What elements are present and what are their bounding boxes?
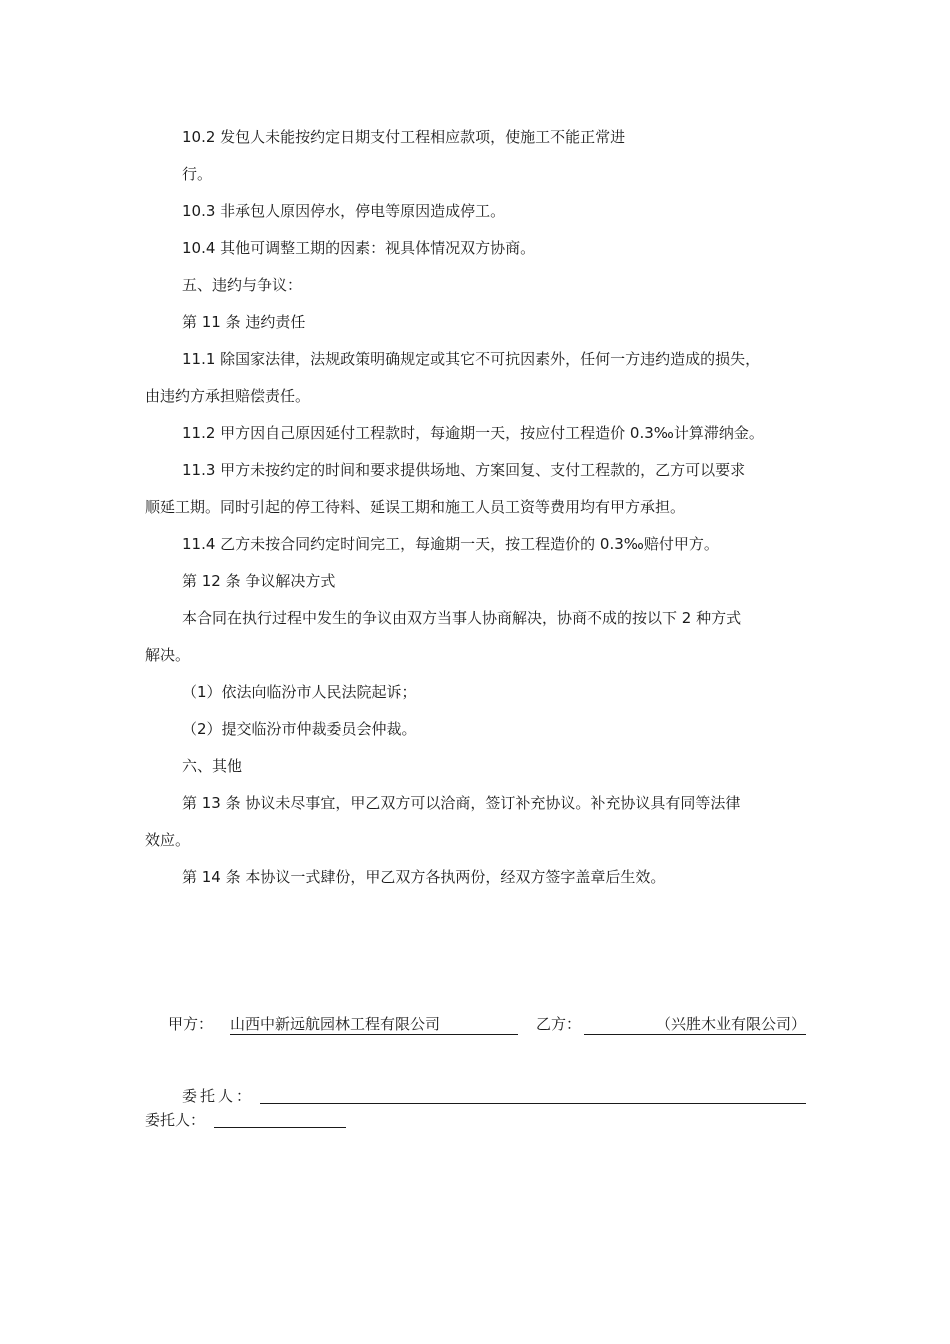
dispute-option-1: （1）依法向临汾市人民法院起诉； bbox=[182, 683, 417, 701]
clause-10-2: 10.2 发包人未能按约定日期支付工程相应款项，使施工不能正常进 bbox=[182, 128, 626, 146]
party-b-label: 乙方： bbox=[536, 1015, 582, 1033]
dispute-option-2: （2）提交临汾市仲裁委员会仲裁。 bbox=[182, 720, 417, 738]
clause-10-3: 10.3 非承包人原因停水，停电等原因造成停工。 bbox=[182, 202, 506, 220]
party-b-name-text: （兴胜木业有限公司） bbox=[655, 1015, 806, 1033]
party-b-name bbox=[584, 1014, 806, 1035]
section-heading-6: 六、其他 bbox=[182, 757, 243, 775]
agent-b-signature-line bbox=[214, 1127, 346, 1128]
clause-11-1-cont: 由违约方承担赔偿责任。 bbox=[145, 387, 311, 405]
agent-label-b: 委托人： bbox=[145, 1111, 206, 1129]
clause-11-1: 11.1 除国家法律，法规政策明确规定或其它不可抗因素外，任何一方违约造成的损失， bbox=[182, 350, 761, 368]
article-12-text: 本合同在执行过程中发生的争议由双方当事人协商解决，协商不成的按以下 2 种方式 bbox=[182, 609, 742, 627]
clause-11-3: 11.3 甲方未按约定的时间和要求提供场地、方案回复、支付工程款的，乙方可以要求 bbox=[182, 461, 746, 479]
party-a-name-text: 山西中新远航园林工程有限公司 bbox=[230, 1015, 441, 1033]
article-14: 第 14 条 本协议一式肆份，甲乙双方各执两份，经双方签字盖章后生效。 bbox=[182, 868, 666, 886]
party-a-label: 甲方： bbox=[168, 1015, 214, 1033]
clause-10-4: 10.4 其他可调整工期的因素：视具体情况双方协商。 bbox=[182, 239, 536, 257]
party-a-name bbox=[230, 1014, 518, 1035]
agent-label-a: 委托人： bbox=[182, 1087, 255, 1105]
article-11-heading: 第 11 条 违约责任 bbox=[182, 313, 306, 331]
clause-11-4: 11.4 乙方未按合同约定时间完工，每逾期一天，按工程造价的 0.3‰赔付甲方。 bbox=[182, 535, 719, 553]
clause-11-3-cont: 顺延工期。同时引起的停工待料、延误工期和施工人员工资等费用均有甲方承担。 bbox=[145, 498, 686, 516]
article-13-cont: 效应。 bbox=[145, 831, 191, 849]
clause-11-2: 11.2 甲方因自己原因延付工程款时，每逾期一天，按应付工程造价 0.3‰计算滞纳金。 bbox=[182, 424, 764, 442]
article-13: 第 13 条 协议未尽事宜，甲乙双方可以洽商，签订补充协议。补充协议具有同等法律 bbox=[182, 794, 741, 812]
agent-a-signature-line bbox=[260, 1103, 806, 1104]
article-12-heading: 第 12 条 争议解决方式 bbox=[182, 572, 336, 590]
clause-10-2-cont: 行。 bbox=[182, 165, 213, 183]
article-12-text-cont: 解决。 bbox=[145, 646, 191, 664]
section-heading-5: 五、违约与争议： bbox=[182, 276, 303, 294]
